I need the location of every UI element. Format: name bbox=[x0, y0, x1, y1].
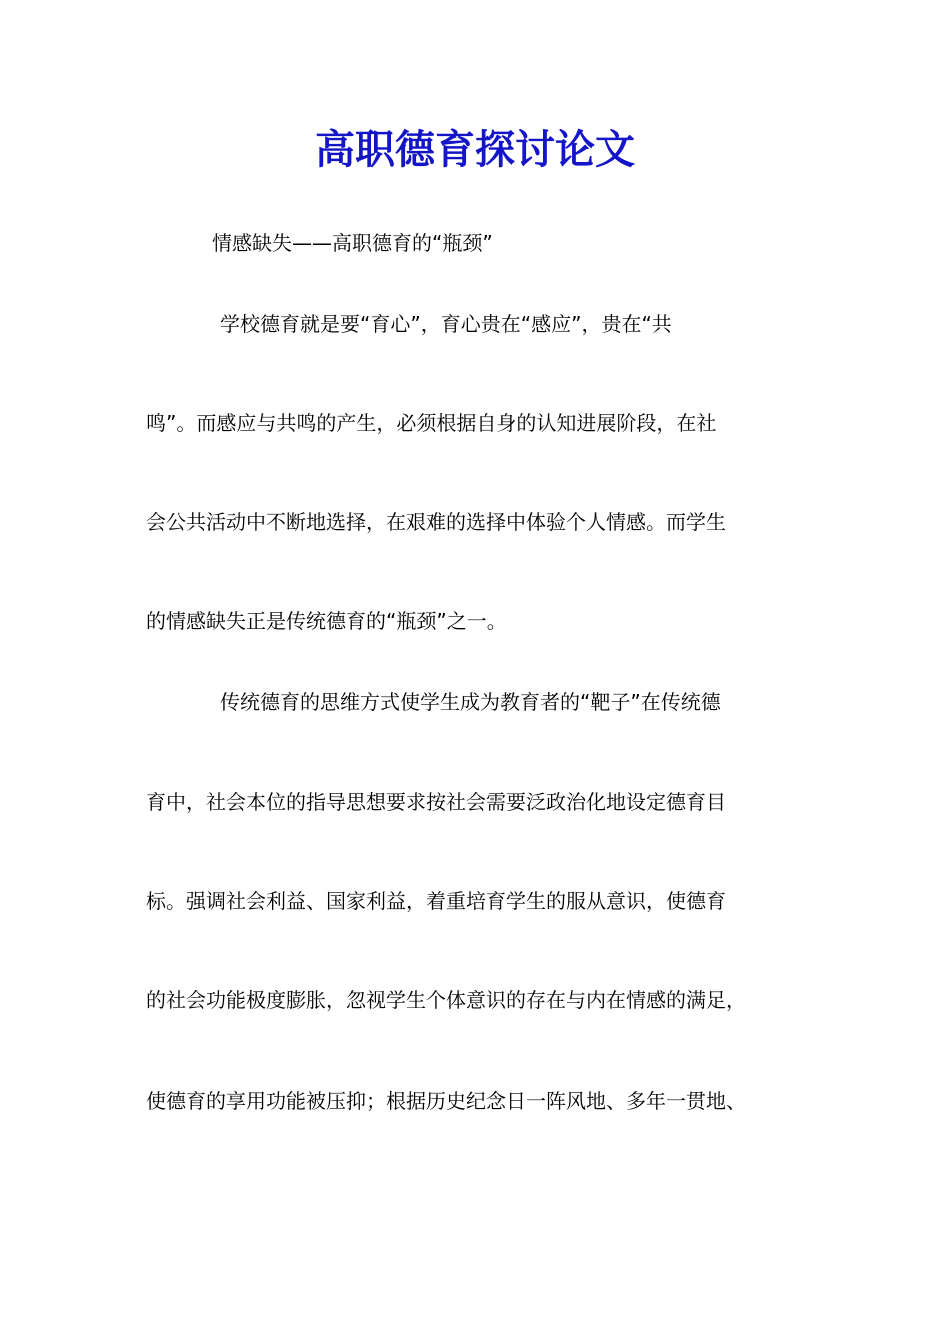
body-line-5: 传统德育的思维方式使学生成为教育者的“靶子”在传统德 bbox=[220, 690, 721, 714]
section-subtitle: 情感缺失——高职德育的“瓶颈” bbox=[212, 231, 493, 255]
body-line-7: 标。强调社会利益、国家利益，着重培育学生的服从意识，使德育 bbox=[146, 889, 726, 913]
body-line-9: 使德育的享用功能被压抑；根据历史纪念日一阵风地、多年一贯地、 bbox=[146, 1089, 746, 1113]
body-line-3: 会公共活动中不断地选择，在艰难的选择中体验个人情感。而学生 bbox=[146, 510, 726, 534]
body-line-1: 学校德育就是要“育心”，育心贵在“感应”，贵在“共 bbox=[220, 312, 672, 336]
body-line-6: 育中，社会本位的指导思想要求按社会需要泛政治化地设定德育目 bbox=[146, 790, 726, 814]
body-line-2: 鸣”。而感应与共鸣的产生，必须根据自身的认知进展阶段，在社 bbox=[146, 411, 717, 435]
body-line-4: 的情感缺失正是传统德育的“瓶颈”之一。 bbox=[146, 609, 507, 633]
body-line-8: 的社会功能极度膨胀，忽视学生个体意识的存在与内在情感的满足， bbox=[146, 988, 746, 1012]
document-title: 高职德育探讨论文 bbox=[315, 126, 635, 173]
